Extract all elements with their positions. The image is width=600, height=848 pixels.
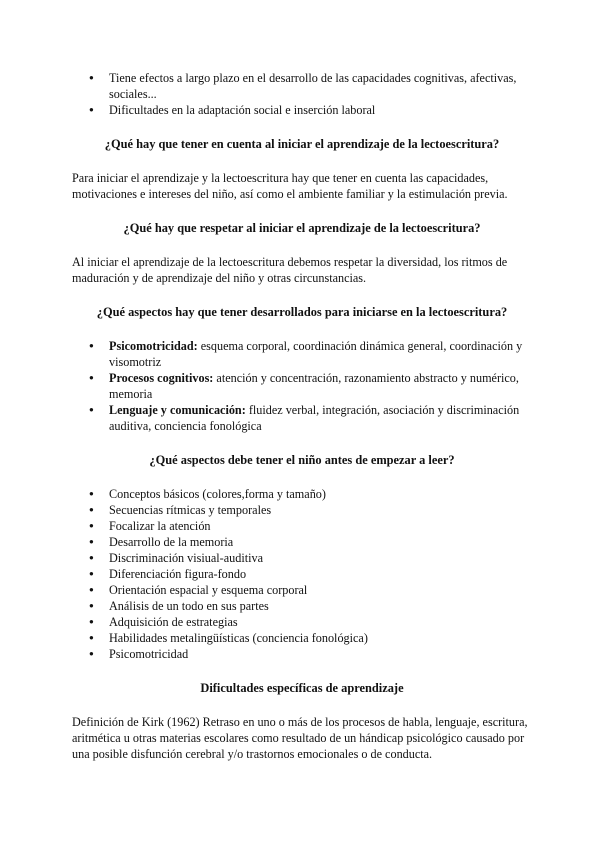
list-item: ● Tiene efectos a largo plazo en el desarrollo de las capacidades cognitivas, afectivas, sociales... bbox=[72, 70, 532, 102]
list-item: ● Diferenciación figura-fondo bbox=[72, 566, 532, 582]
list-item-term: Psicomotricidad: bbox=[109, 339, 198, 353]
list-item bbox=[72, 338, 532, 370]
section-paragraph: Al iniciar el aprendizaje de la lectoescritura debemos respetar la diversidad, los ritmos de maduración y de aprendizaje del niño y otras circunstancias. bbox=[72, 255, 508, 285]
section-heading: ¿Qué hay que respetar al iniciar el aprendizaje de la lectoescritura? bbox=[123, 221, 481, 235]
list-item: ● Adquisición de estrategias bbox=[72, 614, 532, 630]
list-item bbox=[72, 370, 532, 402]
section-heading: ¿Qué aspectos hay que tener desarrollados para iniciarse en la lectoescritura? bbox=[96, 305, 508, 319]
section-paragraph: Definición de Kirk (1962) Retraso en uno o más de los procesos de habla, lenguaje, escritura, aritmética u otras materias escolares como resultado de un hándicap psicológico causado por una posible disfunción cerebral y/o trastornos emocionales o de conducta. bbox=[72, 715, 528, 761]
list-item-term: Procesos cognitivos: bbox=[109, 371, 214, 385]
list-item: ● Psicomotricidad bbox=[72, 646, 532, 662]
aspects-developed-list bbox=[72, 338, 532, 434]
list-item-term: Lenguaje y comunicación: bbox=[109, 403, 246, 417]
list-item: ● Desarrollo de la memoria bbox=[72, 534, 532, 550]
list-item: ● Habilidades metalingüísticas (conciencia fonológica) bbox=[72, 630, 532, 646]
list-item-text: esquema corporal, coordinación dinámica general, coordinación y visomotriz bbox=[109, 339, 523, 369]
list-item: ● Orientación espacial y esquema corporal bbox=[72, 582, 532, 598]
intro-bullet-list bbox=[72, 70, 532, 118]
document-content bbox=[72, 70, 532, 780]
list-item: ● Conceptos básicos (colores,forma y tamaño) bbox=[72, 486, 532, 502]
section-paragraph: Para iniciar el aprendizaje y la lectoescritura hay que tener en cuenta las capacidades, motivaciones e intereses del niño, así como el ambiente familiar y la estimulación previa. bbox=[72, 171, 508, 201]
section-heading: ¿Qué aspectos debe tener el niño antes de empezar a leer? bbox=[149, 453, 455, 467]
list-item: ● Secuencias rítmicas y temporales bbox=[72, 502, 532, 518]
section-heading: ¿Qué hay que tener en cuenta al iniciar el aprendizaje de la lectoescritura? bbox=[104, 137, 500, 151]
list-item: ● Discriminación visiual-auditiva bbox=[72, 550, 532, 566]
list-item-text: fluidez verbal, integración, asociación y discriminación auditiva, conciencia fonológica bbox=[109, 403, 520, 433]
pre-reading-aspects-list bbox=[72, 486, 532, 662]
list-item bbox=[72, 402, 532, 434]
list-item: ● Análisis de un todo en sus partes bbox=[72, 598, 532, 614]
list-item-text: atención y concentración, razonamiento abstracto y numérico, memoria bbox=[109, 371, 519, 401]
list-item: ● Focalizar la atención bbox=[72, 518, 532, 534]
list-item: ● Dificultades en la adaptación social e inserción laboral bbox=[72, 102, 532, 118]
section-heading: Dificultades específicas de aprendizaje bbox=[200, 681, 404, 695]
